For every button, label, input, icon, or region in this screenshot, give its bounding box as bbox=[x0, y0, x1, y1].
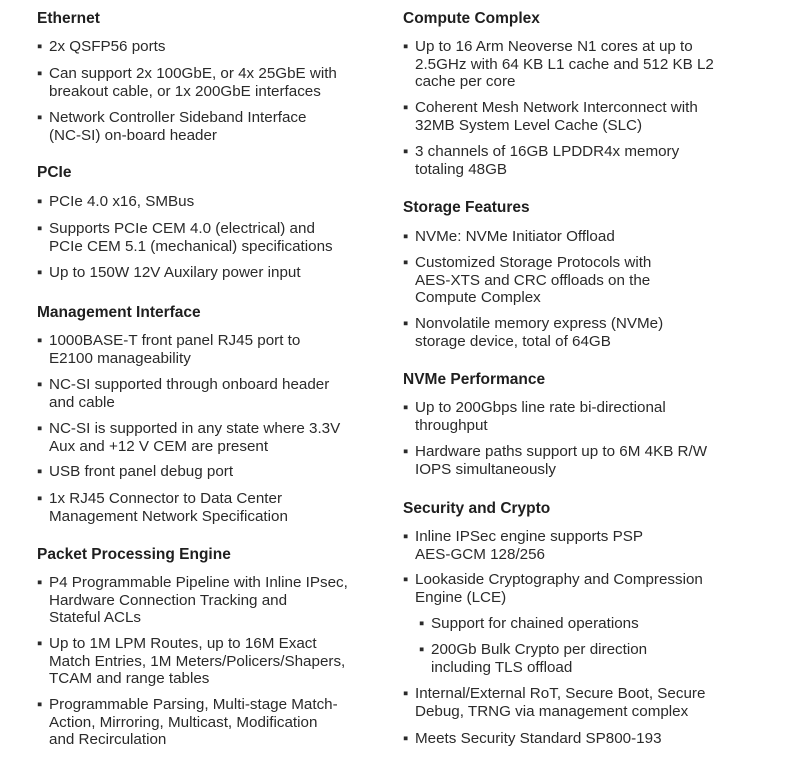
bullet-icon: ▪ bbox=[37, 65, 43, 82]
list-item: ▪ 2x QSFP56 ports bbox=[37, 38, 166, 55]
bullet-icon: ▪ bbox=[403, 399, 409, 416]
list-subitem: ▪ 200Gb Bulk Crypto per direction including TLS offload bbox=[419, 641, 648, 676]
bullet-icon: ▪ bbox=[37, 109, 43, 126]
bullet-icon: ▪ bbox=[37, 420, 43, 437]
list-item: ▪ Network Controller Sideband Interface (NC-SI) on-board header bbox=[37, 109, 307, 144]
section-title-pcie: PCIe bbox=[37, 164, 72, 181]
list-item: ▪ NC-SI is supported in any state where 3.3V Aux and +12 V CEM are present bbox=[37, 420, 341, 455]
bullet-icon: ▪ bbox=[403, 528, 409, 545]
section-title-security-and-crypto: Security and Crypto bbox=[403, 500, 551, 517]
list-item: ▪ Nonvolatile memory express (NVMe) storage device, total of 64GB bbox=[403, 315, 664, 350]
bullet-icon: ▪ bbox=[403, 228, 409, 245]
bullet-icon: ▪ bbox=[403, 730, 409, 747]
list-item: ▪ Customized Storage Protocols with AES-XTS and CRC offloads on the Compute Complex bbox=[403, 254, 652, 306]
bullet-icon: ▪ bbox=[403, 443, 409, 460]
list-item: ▪ Programmable Parsing, Multi-stage Match- Action, Mirroring, Multicast, Modification and Recirculation bbox=[37, 696, 338, 748]
bullet-icon: ▪ bbox=[37, 220, 43, 237]
bullet-icon: ▪ bbox=[37, 635, 43, 652]
bullet-icon: ▪ bbox=[403, 38, 409, 55]
list-item: ▪ 1000BASE-T front panel RJ45 port to E2100 manageability bbox=[37, 332, 301, 367]
bullet-icon: ▪ bbox=[37, 490, 43, 507]
bullet-icon: ▪ bbox=[403, 315, 409, 332]
bullet-icon: ▪ bbox=[37, 332, 43, 349]
bullet-icon: ▪ bbox=[37, 574, 43, 591]
list-item: ▪ Supports PCIe CEM 4.0 (electrical) and PCIe CEM 5.1 (mechanical) specifications bbox=[37, 220, 333, 255]
list-item: ▪ Meets Security Standard SP800-193 bbox=[403, 730, 662, 747]
bullet-icon: ▪ bbox=[419, 615, 425, 632]
list-item: ▪ Up to 16 Arm Neoverse N1 cores at up to 2.5GHz with 64 KB L1 cache and 512 KB L2 cache per core bbox=[403, 38, 714, 90]
bullet-icon: ▪ bbox=[37, 696, 43, 713]
section-title-management-interface: Management Interface bbox=[37, 304, 201, 321]
list-item: ▪ Up to 1M LPM Routes, up to 16M Exact Match Entries, 1M Meters/Policers/Shapers, TCAM and range tables bbox=[37, 635, 346, 687]
bullet-icon: ▪ bbox=[403, 685, 409, 702]
section-title-packet-processing-engine: Packet Processing Engine bbox=[37, 546, 231, 563]
bullet-icon: ▪ bbox=[37, 193, 43, 210]
list-item: ▪ USB front panel debug port bbox=[37, 463, 234, 480]
list-item: ▪ Up to 200Gbps line rate bi-directional throughput bbox=[403, 399, 666, 434]
section-title-ethernet: Ethernet bbox=[37, 10, 100, 27]
bullet-icon: ▪ bbox=[403, 143, 409, 160]
list-item: ▪ 1x RJ45 Connector to Data Center Management Network Specification bbox=[37, 490, 288, 525]
section-title-storage-features: Storage Features bbox=[403, 199, 530, 216]
list-item: ▪ Inline IPSec engine supports PSP AES-GCM 128/256 bbox=[403, 528, 643, 563]
list-subitem: ▪ Support for chained operations bbox=[419, 615, 639, 632]
bullet-icon: ▪ bbox=[419, 641, 425, 658]
bullet-icon: ▪ bbox=[403, 571, 409, 588]
list-item: ▪ Lookaside Cryptography and Compression Engine (LCE) bbox=[403, 571, 703, 606]
bullet-icon: ▪ bbox=[403, 99, 409, 116]
list-item: ▪ Coherent Mesh Network Interconnect with 32MB System Level Cache (SLC) bbox=[403, 99, 698, 134]
list-item: ▪ Up to 150W 12V Auxilary power input bbox=[37, 264, 301, 281]
list-item: ▪ Internal/External RoT, Secure Boot, Secure Debug, TRNG via management complex bbox=[403, 685, 706, 720]
list-item: ▪ NVMe: NVMe Initiator Offload bbox=[403, 228, 615, 245]
bullet-icon: ▪ bbox=[37, 38, 43, 55]
bullet-icon: ▪ bbox=[37, 264, 43, 281]
list-item: ▪ P4 Programmable Pipeline with Inline IPsec, Hardware Connection Tracking and Stateful ACLs bbox=[37, 574, 348, 626]
section-title-compute-complex: Compute Complex bbox=[403, 10, 540, 27]
list-item: ▪ NC-SI supported through onboard header and cable bbox=[37, 376, 330, 411]
bullet-icon: ▪ bbox=[37, 463, 43, 480]
list-item: ▪ 3 channels of 16GB LPDDR4x memory totaling 48GB bbox=[403, 143, 680, 178]
bullet-icon: ▪ bbox=[37, 376, 43, 393]
section-title-nvme-performance: NVMe Performance bbox=[403, 371, 546, 388]
list-item: ▪ Can support 2x 100GbE, or 4x 25GbE with breakout cable, or 1x 200GbE interfaces bbox=[37, 65, 337, 100]
list-item: ▪ Hardware paths support up to 6M 4KB R/W IOPS simultaneously bbox=[403, 443, 708, 478]
list-item: ▪ PCIe 4.0 x16, SMBus bbox=[37, 193, 195, 210]
bullet-icon: ▪ bbox=[403, 254, 409, 271]
